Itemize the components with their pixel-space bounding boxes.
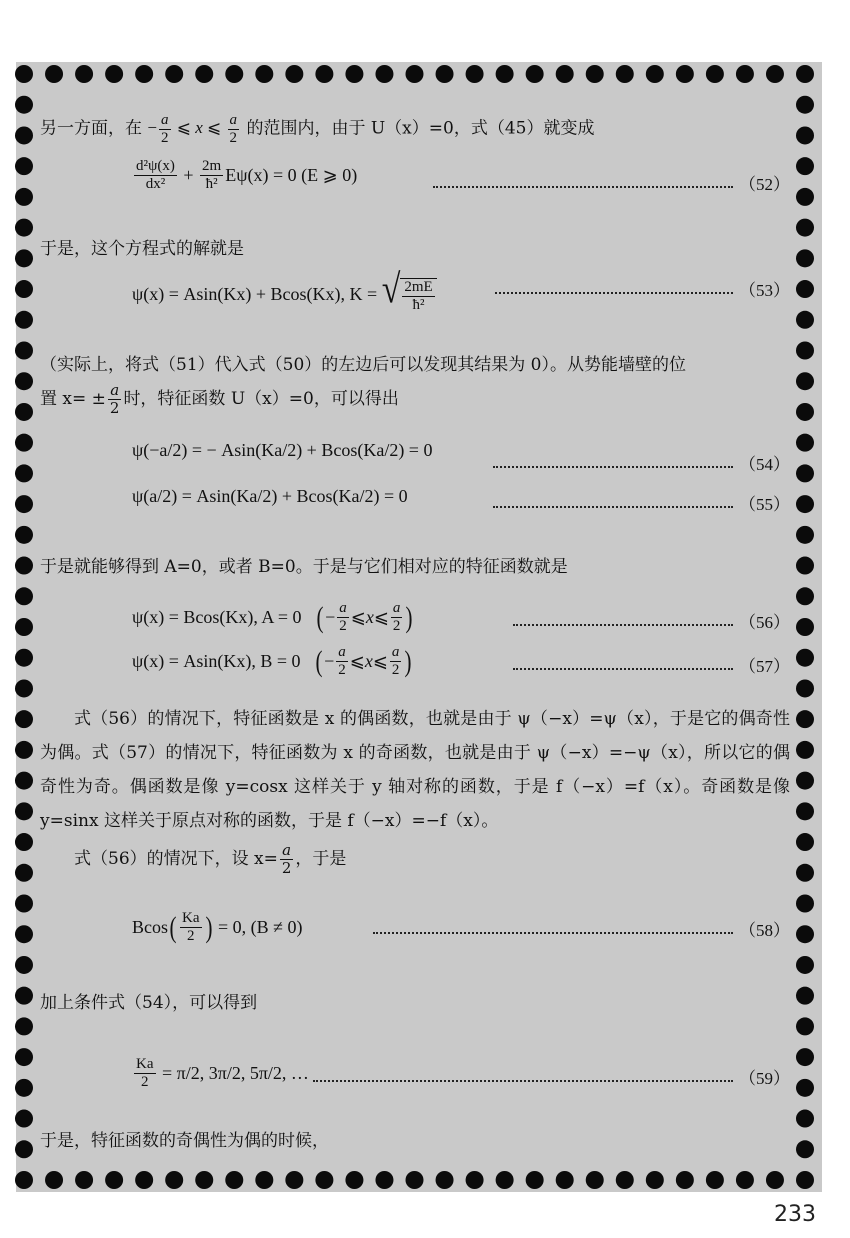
equation-57: ψ(x) = Asin(Kx), B = 0 ( − $\frac{a}{2}$ ⩽ x ⩽ $\frac{a}{2}$ ) xyxy=(132,644,412,678)
paragraph-parity: 式（56）的情况下，特征函数是 x 的偶函数，也就是由于 ψ（−x）=ψ（x），于是它的偶奇性为偶。式（57）的情况下，特征函数为 x 的奇函数，也就是由于 ψ（−x）=−ψ（x），所以它的偶奇性为奇。偶函数是像 y=cosx 这样关于 y 轴对称的函数，于是 f（−x）=f（x）。奇函数是像 y=sinx 这样关于原点对称的函数，于是 f（−x）=−f（x）。 xyxy=(40,709,790,831)
equation-56: ψ(x) = Bcos(Kx), A = 0 ( − $\frac{a}{2}$ ⩽ x ⩽ $\frac{a}{2}$ ) xyxy=(132,600,413,634)
equation-number-59: （59） xyxy=(313,1064,790,1089)
equation-number-53: （53） xyxy=(495,276,790,301)
equation-55: ψ(a/2) = Asin(Ka/2) + Bcos(Ka/2) = 0 xyxy=(132,486,408,506)
equation-53: ψ(x) = Asin(Kx) + Bcos(Kx), K = √ $\frac{2mE}{\text{ħ²}}$ xyxy=(132,274,437,314)
paragraph-set-x: 式（56）的情况下，设 x= $\frac{a}{2}$ ，于是 xyxy=(74,841,347,877)
equation-number-57: （57） xyxy=(513,652,790,677)
equation-number-55: （55） xyxy=(493,490,790,515)
paragraph-solution: 于是，这个方程式的解就是 xyxy=(40,239,244,259)
page-content xyxy=(40,62,790,1187)
page-number: 233 xyxy=(774,1202,816,1227)
equation-number-54: （54） xyxy=(493,450,790,475)
paragraph-intro: 另一方面，在 − $\frac{a}{2}$ ⩽ x ⩽ $\frac{a}{2}$ 的范围内，由于 U（x）=0，式（45）就变成 xyxy=(40,112,595,146)
paragraph-even-case: 于是，特征函数的奇偶性为偶的时候， xyxy=(40,1131,329,1151)
paragraph-condition: 加上条件式（54），可以得到 xyxy=(40,993,258,1013)
equation-number-58: （58） xyxy=(373,916,790,941)
equation-58: Bcos ( $\frac{Ka}{2}$ ) = 0, (B ≠ 0) xyxy=(132,910,303,944)
equation-54: ψ(−a/2) = − Asin(Ka/2) + Bcos(Ka/2) = 0 xyxy=(132,440,433,460)
paragraph-note-line2: 置 x= ± $\frac{a}{2}$ 时，特征函数 U（x）=0，可以得出 xyxy=(40,381,399,417)
equation-number-56: （56） xyxy=(513,608,790,633)
equation-number-52: （52） xyxy=(433,170,790,195)
equation-52: $\frac{\text{d²ψ(x)}}{\text{dx²}}$ + $\frac{2m}{\text{ħ²}}$ Eψ(x) = 0 (E ⩾ 0) xyxy=(136,158,358,192)
paragraph-note-line1: （实际上，将式（51）代入式（50）的左边后可以发现其结果为 0）。从势能墙壁的位 xyxy=(40,355,686,375)
paragraph-eigen: 于是就能够得到 A=0，或者 B=0。于是与它们相对应的特征函数就是 xyxy=(40,557,568,577)
equation-59: $\frac{Ka}{2}$ = π/2, 3π/2, 5π/2, … xyxy=(136,1056,309,1090)
